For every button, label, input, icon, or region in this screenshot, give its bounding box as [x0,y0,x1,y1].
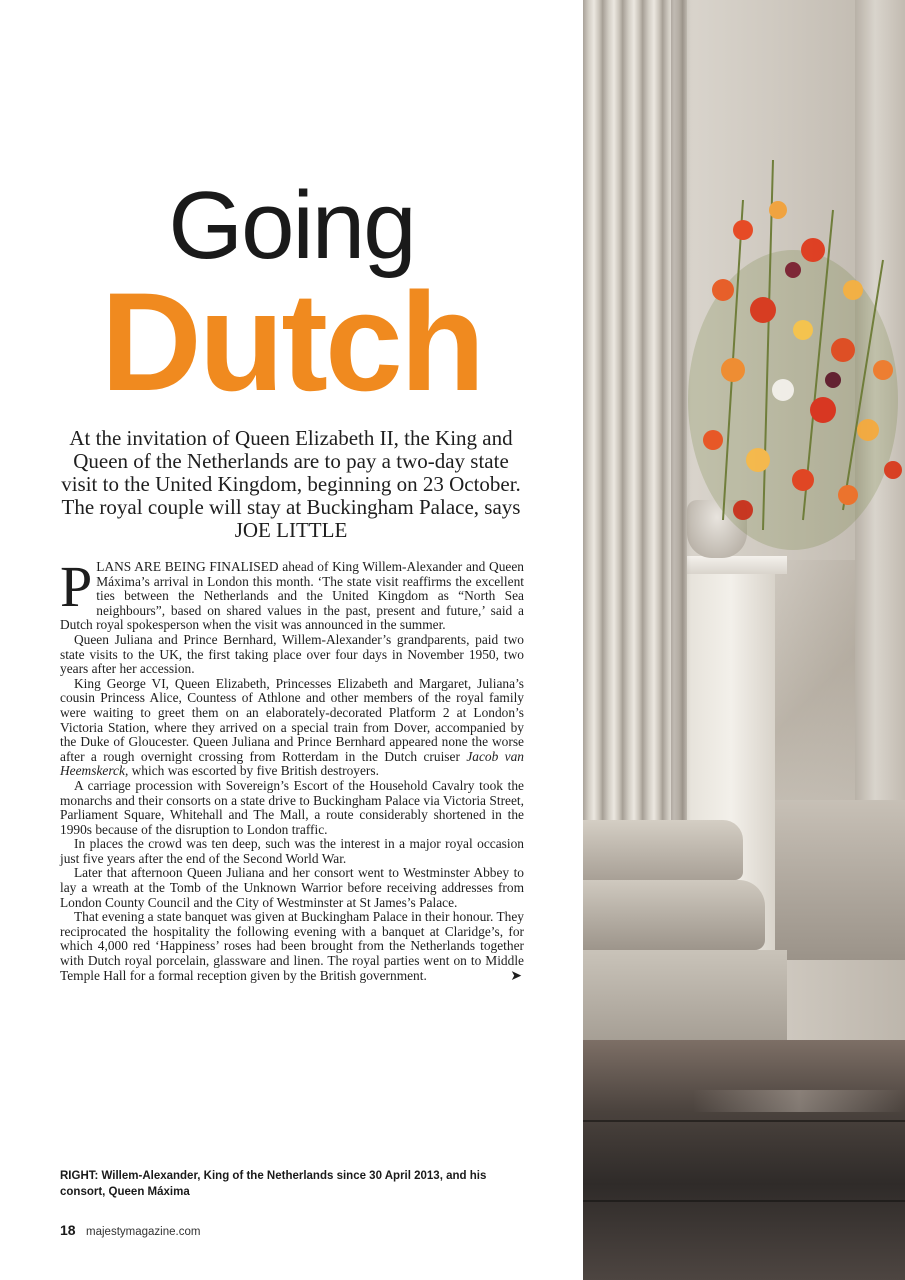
floor-reflection [693,1090,905,1112]
paragraph-2: Queen Juliana and Prince Bernhard, Willem-Alexander’s grandparents, paid two state visits to the UK, the first taking place over four days in November 1950, two years after her accession. [60,631,524,677]
floor-seam [583,1200,905,1202]
floor-seam [583,1120,905,1122]
paragraph-7 [60,910,524,983]
paragraph-3-text-a: King George VI, Queen Elizabeth, Princesses Elizabeth and Margaret, Juliana’s cousin Princess Alice, Countess of Athlone and other members of the royal family were waiting to greet them on an elaborately-decorated Platform 2 at London’s Victoria Station, where they arrived on a special train from Dover, accompanied by the Duke of Gloucester. Queen Juliana and Prince Bernhard appeared none the worse after a rough overnight crossing from Rotterdam in the Dutch cruiser [60,675,524,764]
page-number: 18 [60,1222,76,1238]
marble-floor [583,1040,905,1280]
website: majestymagazine.com [86,1226,201,1238]
photo-caption: RIGHT: Willem-Alexander, King of the Netherlands since 30 April 2013, and his consort, Queen Máxima [60,1170,487,1198]
lead-in: LANS ARE BEING FINALISED [96,559,279,574]
paragraph-3-text-b: , which was escorted by five British destroyers. [124,763,379,779]
article-body [60,554,524,984]
palace-photo [583,0,905,1280]
paragraph-4: A carriage procession with Sovereign’s Escort of the Household Cavalry took the monarchs and their consorts on a state drive to Buckingham Palace via Victoria Street, Parliament Square, Whitehall and The Mall, a route considerably shortened in the 1990s because of the disruption to London traffic. [60,777,524,837]
paragraph-5: In places the crowd was ten deep, such was the interest in a major royal occasion just five years after the end of the Second World War. [60,836,524,866]
paragraph-1-text: ahead of King Willem-Alexander and Queen Máxima’s arrival in London this month. ‘The state visit reaffirms the excellent ties between the Netherlands and the United Kingdom as “North Sea neighbours”, based on shared values in the past, present and future,’ said a Dutch royal spokesperson when the visit was announced in the summer. [60,559,524,633]
continue-arrow-icon: ➤ [510,967,522,984]
drop-cap: P [60,554,93,619]
column-shadow [671,0,691,840]
paragraph-6: Later that afternoon Queen Juliana and her consort went to Westminster Abbey to lay a wreath at the Tomb of the Unknown Warrior before receiving addresses from London County Council and the City of Westminster at St James’s Palace. [60,865,524,910]
ship-name: Jacob van Heemskerck [60,748,524,779]
column-base-middle [583,880,765,950]
paragraph-1 [60,554,524,633]
page-footer [60,1222,200,1240]
paragraph-3 [60,677,524,779]
paragraph-7-text: That evening a state banquet was given at Buckingham Palace in their honour. They reciprocated the hospitality the following evening with a banquet at Claridge’s, for which 4,000 red ‘Happiness’ roses had been brought from the Netherlands together with Dutch royal porcelain, glassware and linen. The royal parties went on to Middle Temple Hall for a formal reception given by the British government. [60,909,524,983]
flower-arrangement [683,140,905,560]
headline-going: Going [168,172,415,279]
headline-dutch: Dutch [100,263,483,420]
column-base-top [583,820,743,880]
pilaster-base [773,800,905,960]
standfirst: At the invitation of Queen Elizabeth II, the King and Queen of the Netherlands are to pay a two-day state visit to the United Kingdom, beginning on 23 October. The royal couple will stay at Buckingham Palace, says JOE LITTLE [61,426,521,542]
